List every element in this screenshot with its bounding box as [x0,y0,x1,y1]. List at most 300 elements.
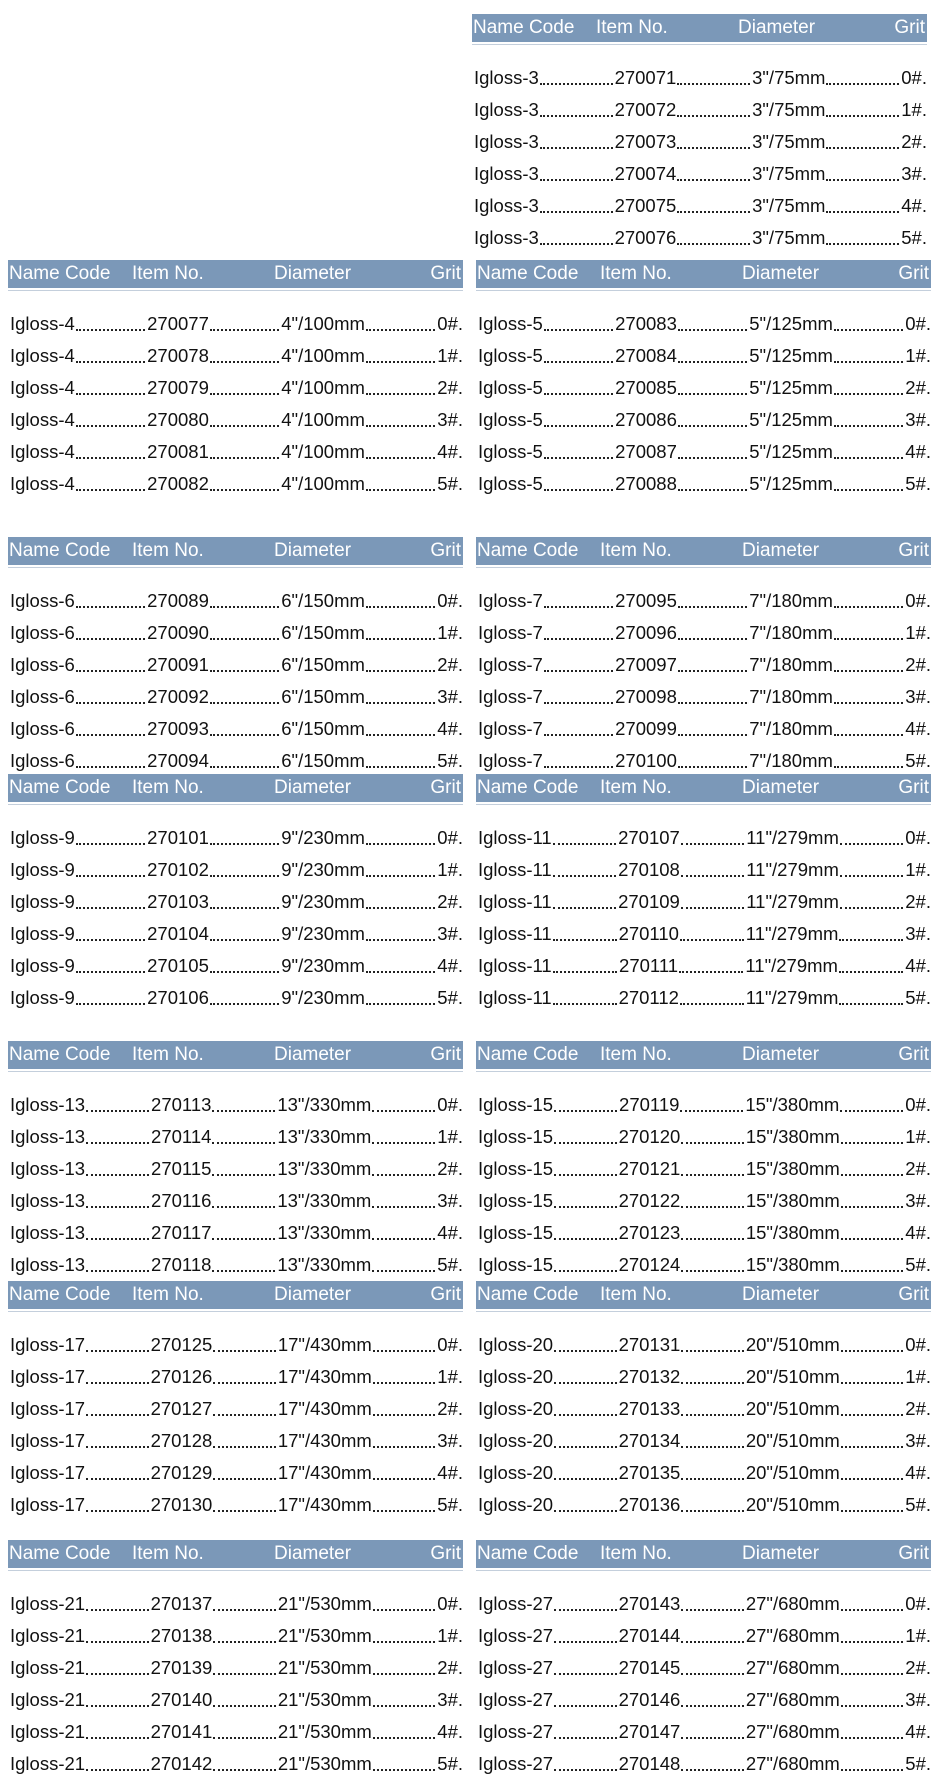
table-row [10,982,463,1014]
dot-leader [75,982,147,1014]
item-no-cell: 270140 [150,1689,213,1710]
dot-leader [677,340,749,372]
header-diameter: Diameter [742,1543,820,1564]
dot-leader [75,681,147,713]
dot-leader [553,1652,619,1684]
diameter-cell: 27"/680mm [745,1657,840,1678]
dot-leader [680,1217,746,1249]
grit-cell: 0#. [905,590,931,611]
header-divider [472,44,927,45]
item-no-cell: 270104 [147,923,209,944]
spec-table [476,537,931,771]
item-no-cell: 270146 [618,1689,681,1710]
table-header [472,14,927,42]
table-row [10,308,463,340]
grit-cell: 1#. [437,859,463,880]
grit-cell: 2#. [437,377,463,398]
name-code-cell: Igloss-5 [478,345,543,366]
diameter-cell: 7"/180mm [749,590,833,611]
dot-leader [839,1089,905,1121]
dot-leader [212,1748,278,1780]
name-code-cell: Igloss-27 [478,1721,554,1742]
dot-leader [676,222,752,254]
grit-cell: 3#. [437,1190,464,1211]
dot-leader [677,585,749,617]
header-grit: Grit [430,1044,461,1065]
dot-leader [85,1185,151,1217]
item-no-cell: 270082 [147,473,209,494]
item-no-cell: 270108 [618,859,680,880]
dot-leader [365,617,437,649]
dot-leader [365,308,437,340]
grit-cell: 0#. [437,1334,464,1355]
name-code-cell: Igloss-9 [10,859,75,880]
table-row [478,1457,931,1489]
item-no-cell: 270072 [614,99,677,120]
item-no-cell: 270091 [147,654,209,675]
spec-table [8,1041,464,1275]
table-row [478,1425,931,1457]
dot-leader [680,1121,746,1153]
dot-leader [209,585,281,617]
dot-leader [365,713,437,745]
name-code-cell: Igloss-20 [478,1366,554,1387]
dot-leader [680,1329,746,1361]
spec-table [476,774,932,1008]
diameter-cell: 15"/380mm [745,1126,840,1147]
table-row [10,468,463,500]
dot-leader [552,950,619,982]
grit-cell: 4#. [905,1462,932,1483]
dot-leader [543,713,615,745]
header-grit: Grit [430,777,461,798]
dot-leader [676,158,752,190]
diameter-cell: 3"/75mm [752,227,826,248]
dot-leader [677,404,749,436]
item-no-cell: 270139 [150,1657,213,1678]
diameter-cell: 4"/100mm [281,473,365,494]
dot-leader [553,1716,619,1748]
dot-leader [833,372,905,404]
table-row [10,886,463,918]
dot-leader [212,1361,278,1393]
header-item-no: Item No. [132,777,204,798]
dot-leader [212,1588,278,1620]
table-row [10,340,463,372]
table-header [8,1041,463,1069]
dot-leader [840,1588,906,1620]
dot-leader [209,308,281,340]
header-grit: Grit [898,1044,929,1065]
item-no-cell: 270129 [150,1462,213,1483]
diameter-cell: 3"/75mm [752,67,826,88]
dot-leader [372,1425,438,1457]
header-item-no: Item No. [132,263,204,284]
grit-cell: 0#. [905,1593,932,1614]
diameter-cell: 21"/530mm [277,1689,372,1710]
name-code-cell: Igloss-9 [10,955,75,976]
table-row [10,918,463,950]
dot-leader [833,713,905,745]
dot-leader [676,62,752,94]
dot-leader [212,1425,278,1457]
dot-leader [543,436,615,468]
table-row [10,1249,463,1281]
dot-leader [365,436,437,468]
diameter-cell: 4"/100mm [281,409,365,430]
name-code-cell: Igloss-3 [474,67,539,88]
grit-cell: 5#. [437,473,463,494]
diameter-cell: 5"/125mm [749,313,833,334]
header-name-code: Name Code [477,263,579,284]
item-no-cell: 270096 [615,622,677,643]
dot-leader [552,886,618,918]
dot-leader [75,745,147,777]
name-code-cell: Igloss-15 [478,1222,554,1243]
header-divider [476,567,931,568]
table-header [476,774,931,802]
grit-cell: 3#. [437,409,463,430]
name-code-cell: Igloss-27 [478,1593,554,1614]
dot-leader [372,1716,438,1748]
dot-leader [371,1121,437,1153]
name-code-cell: Igloss-11 [478,827,552,848]
table-row [478,681,931,713]
grit-cell: 5#. [437,750,463,771]
table-row [478,1620,931,1652]
dot-leader [75,886,147,918]
spec-table [472,14,927,248]
dot-leader [553,1393,619,1425]
name-code-cell: Igloss-9 [10,891,75,912]
dot-leader [365,681,437,713]
dot-leader [840,1217,906,1249]
table-header [476,260,931,288]
item-no-cell: 270127 [150,1398,213,1419]
dot-leader [677,372,749,404]
dot-leader [539,62,615,94]
dot-leader [839,822,905,854]
table-row [478,1393,931,1425]
dot-leader [209,982,281,1014]
grit-cell: 1#. [905,1366,932,1387]
dot-leader [840,1489,906,1521]
diameter-cell: 3"/75mm [752,131,826,152]
dot-leader [679,982,746,1014]
name-code-cell: Igloss-13 [10,1158,86,1179]
dot-leader [75,372,147,404]
item-no-cell: 270138 [150,1625,213,1646]
diameter-cell: 5"/125mm [749,377,833,398]
grit-cell: 1#. [437,345,463,366]
name-code-cell: Igloss-3 [474,99,539,120]
dot-leader [833,468,905,500]
dot-leader [75,617,147,649]
item-no-cell: 270142 [150,1753,213,1774]
header-grit: Grit [894,17,925,38]
dot-leader [677,617,749,649]
item-no-cell: 270081 [147,441,209,462]
grit-cell: 4#. [437,718,463,739]
table-header [8,260,463,288]
dot-leader [209,713,281,745]
spec-table [476,260,931,494]
table-row [10,1121,463,1153]
grit-cell: 4#. [437,1222,464,1243]
diameter-cell: 17"/430mm [277,1398,372,1419]
header-divider [476,804,931,805]
table-row [478,822,931,854]
table-row [478,1716,931,1748]
dot-leader [839,886,905,918]
grit-cell: 5#. [437,1753,464,1774]
item-no-cell: 270134 [618,1430,681,1451]
dot-leader [75,918,147,950]
header-item-no: Item No. [600,777,672,798]
table-row [10,404,463,436]
grit-cell: 4#. [905,955,932,976]
name-code-cell: Igloss-13 [10,1222,86,1243]
table-row [474,126,927,158]
table-row [478,982,931,1014]
grit-cell: 4#. [905,441,931,462]
header-diameter: Diameter [738,17,816,38]
diameter-cell: 4"/100mm [281,441,365,462]
header-divider [476,1071,931,1072]
item-no-cell: 270097 [615,654,677,675]
dot-leader [211,1185,277,1217]
name-code-cell: Igloss-9 [10,987,75,1008]
header-name-code: Name Code [9,540,111,561]
dot-leader [371,1089,437,1121]
dot-leader [75,854,147,886]
grit-cell: 2#. [437,891,463,912]
diameter-cell: 6"/150mm [281,654,365,675]
dot-leader [553,1153,619,1185]
dot-leader [552,822,618,854]
dot-leader [212,1620,278,1652]
header-item-no: Item No. [600,1284,672,1305]
table-header [476,537,931,565]
dot-leader [833,340,905,372]
dot-leader [553,1489,619,1521]
item-no-cell: 270105 [147,955,209,976]
name-code-cell: Igloss-21 [10,1721,86,1742]
dot-leader [209,950,281,982]
dot-leader [680,1716,746,1748]
diameter-cell: 9"/230mm [281,891,365,912]
header-divider [476,1570,931,1571]
table-row [478,649,931,681]
dot-leader [211,1089,277,1121]
header-divider [8,1311,463,1312]
dot-leader [209,436,281,468]
header-item-no: Item No. [596,17,668,38]
table-row [10,1457,463,1489]
grit-cell: 1#. [905,859,931,880]
header-item-no: Item No. [600,540,672,561]
grit-cell: 5#. [437,987,463,1008]
dot-leader [75,404,147,436]
name-code-cell: Igloss-17 [10,1334,86,1355]
item-no-cell: 270144 [618,1625,681,1646]
name-code-cell: Igloss-27 [478,1657,554,1678]
grit-cell: 5#. [905,1254,932,1275]
diameter-cell: 3"/75mm [752,195,826,216]
item-no-cell: 270090 [147,622,209,643]
table-header [476,1041,931,1069]
diameter-cell: 7"/180mm [749,686,833,707]
diameter-cell: 7"/180mm [749,622,833,643]
name-code-cell: Igloss-4 [10,345,75,366]
item-no-cell: 270121 [618,1158,681,1179]
dot-leader [209,745,281,777]
name-code-cell: Igloss-4 [10,313,75,334]
dot-leader [75,468,147,500]
dot-leader [365,372,437,404]
diameter-cell: 27"/680mm [745,1753,840,1774]
name-code-cell: Igloss-7 [478,654,543,675]
header-item-no: Item No. [132,1543,204,1564]
table-row [478,1185,931,1217]
item-no-cell: 270087 [615,441,677,462]
grit-cell: 2#. [901,131,927,152]
table-header [8,774,463,802]
dot-leader [543,649,615,681]
dot-leader [840,1393,906,1425]
table-header [8,1281,463,1309]
dot-leader [552,854,618,886]
name-code-cell: Igloss-15 [478,1254,554,1275]
grit-cell: 1#. [437,622,463,643]
diameter-cell: 27"/680mm [745,1593,840,1614]
header-name-code: Name Code [9,777,111,798]
diameter-cell: 11"/279mm [746,827,839,848]
dot-leader [680,1652,746,1684]
dot-leader [75,308,147,340]
name-code-cell: Igloss-21 [10,1657,86,1678]
item-no-cell: 270135 [618,1462,681,1483]
header-divider [476,290,931,291]
item-no-cell: 270073 [614,131,677,152]
diameter-cell: 13"/330mm [277,1222,372,1243]
table-row [478,886,931,918]
item-no-cell: 270141 [150,1721,213,1742]
grit-cell: 2#. [437,1158,464,1179]
item-no-cell: 270114 [151,1126,212,1147]
diameter-cell: 20"/510mm [745,1366,840,1387]
name-code-cell: Igloss-15 [478,1126,554,1147]
dot-leader [85,1249,151,1281]
dot-leader [209,404,281,436]
dot-leader [85,1716,151,1748]
header-diameter: Diameter [742,1044,820,1065]
dot-leader [539,222,615,254]
header-divider [8,804,463,805]
diameter-cell: 3"/75mm [752,163,826,184]
table-row [10,713,463,745]
dot-leader [371,1153,437,1185]
dot-leader [85,1329,151,1361]
header-name-code: Name Code [9,263,111,284]
grit-cell: 2#. [905,654,931,675]
table-row [10,1361,463,1393]
grit-cell: 1#. [437,1366,464,1387]
grit-cell: 3#. [905,1430,932,1451]
grit-cell: 2#. [437,654,463,675]
dot-leader [372,1457,438,1489]
dot-leader [543,404,615,436]
item-no-cell: 270094 [147,750,209,771]
dot-leader [539,94,615,126]
item-no-cell: 270075 [614,195,677,216]
item-no-cell: 270112 [618,987,679,1008]
table-row [474,190,927,222]
grit-cell: 5#. [905,1753,932,1774]
dot-leader [839,854,905,886]
name-code-cell: Igloss-9 [10,923,75,944]
dot-leader [211,1121,277,1153]
name-code-cell: Igloss-7 [478,718,543,739]
dot-leader [212,1716,278,1748]
dot-leader [676,94,752,126]
dot-leader [365,982,437,1014]
dot-leader [365,649,437,681]
diameter-cell: 20"/510mm [745,1334,840,1355]
dot-leader [211,1217,277,1249]
name-code-cell: Igloss-17 [10,1366,86,1387]
table-row [478,585,931,617]
item-no-cell: 270143 [618,1593,681,1614]
name-code-cell: Igloss-11 [478,859,552,880]
spec-table [8,260,463,494]
dot-leader [840,1153,906,1185]
diameter-cell: 21"/530mm [277,1657,372,1678]
header-diameter: Diameter [742,777,820,798]
diameter-cell: 17"/430mm [277,1366,372,1387]
grit-cell: 0#. [437,1593,464,1614]
grit-cell: 3#. [905,1689,932,1710]
grit-cell: 5#. [901,227,927,248]
dot-leader [833,681,905,713]
dot-leader [212,1652,278,1684]
table-row [474,62,927,94]
dot-leader [680,886,746,918]
dot-leader [840,1620,906,1652]
dot-leader [553,1457,619,1489]
dot-leader [209,822,281,854]
dot-leader [365,745,437,777]
dot-leader [365,404,437,436]
dot-leader [553,1185,619,1217]
dot-leader [372,1489,438,1521]
dot-leader [75,585,147,617]
dot-leader [825,222,901,254]
diameter-cell: 21"/530mm [277,1721,372,1742]
dot-leader [680,1457,746,1489]
table-row [10,1716,463,1748]
diameter-cell: 5"/125mm [749,473,833,494]
table-row [10,822,463,854]
grit-cell: 3#. [437,1689,464,1710]
grit-cell: 1#. [437,1126,464,1147]
item-no-cell: 270136 [618,1494,681,1515]
table-row [478,468,931,500]
diameter-cell: 11"/279mm [746,891,839,912]
name-code-cell: Igloss-7 [478,590,543,611]
grit-cell: 2#. [905,1398,932,1419]
item-no-cell: 270079 [147,377,209,398]
